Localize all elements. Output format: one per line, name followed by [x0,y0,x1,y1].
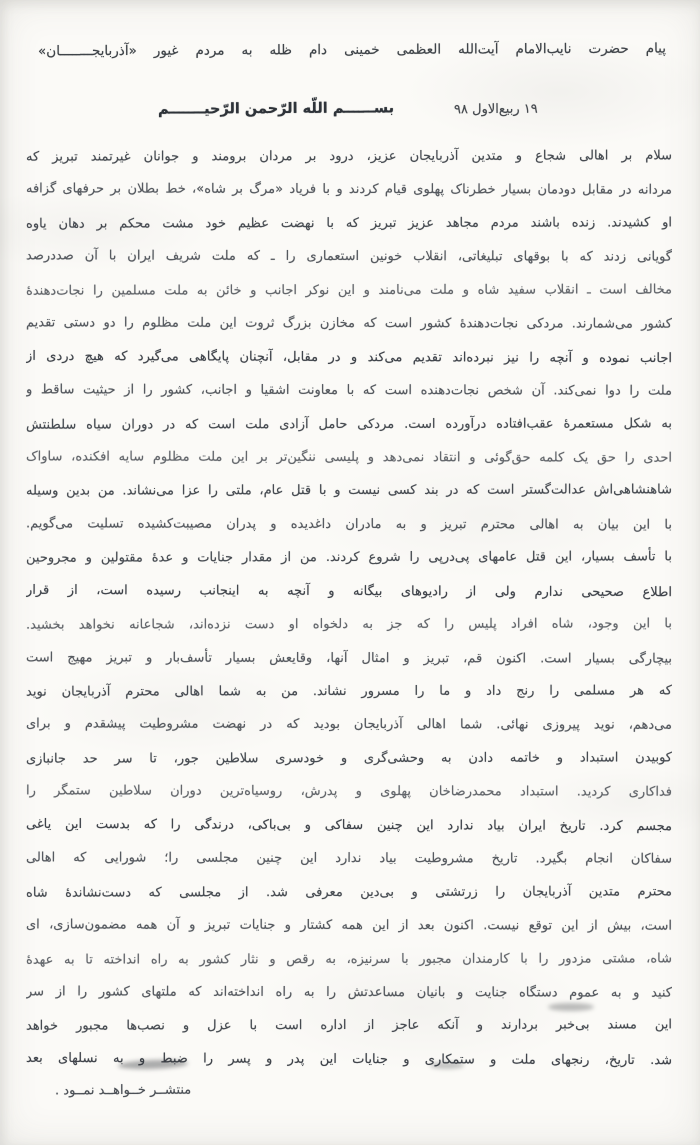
text-line: که هر مسلمی را رنج داد و ما را مسرور نشاند. من به شما اهالی محترم آذربایجان نوید [25,683,673,700]
text-line: شاهنشاهی‌اش عدالت‌گستر است که در بند کسی نیست و با قتل عام، ملتی را عزا می‌نشاند. من بدین وسیله [25,482,673,500]
letter-body [26,140,672,1076]
letter-header: پیام حضرت نایب‌الامام آیت‌الله العظمی خمینی دام ظله به مردم غیور «آذربایجــــــــان» [37,40,667,60]
text-line: با این بیان به اهالی محترم تبریز و به مادران داغدیده و پدران مصیبت‌کشیده تسلیت می‌گویم. [25,516,673,533]
text-line: کوبیدن استبداد و خاتمه دادن به وحشی‌گری و خودسری سلاطین جور، تا سر حد جانبازی [25,750,673,767]
text-line: گویانی زدند که با بوقهای تبلیغاتی، انقلاب خونین استعماری را ـ که ملت شریف ایران با آن صددرصد [25,248,673,265]
text-line: اطلاع صحیحی ندارم ولی از رادیوهای بیگانه و آنچه به اینجانب رسیده است، از قرار [25,582,673,600]
text-line: مردانه در مقابل دودمان بسیار خطرناک پهلوی قیام کردند و با فریاد «مرگ بر شاه»، خط بطلان بر حرفهای گزافه [25,181,673,199]
text-line: اجانب نموده و آنچه را نیز نبرده‌اند تقدیم می‌کند و در مقابل، آنچنان پایگاهی می‌گیرد که هیچ دردی از [25,348,673,366]
text-line: ملت را دوا نمی‌کند. آن شخص نجات‌دهنده است که با معاونت اشقیا و اجانب، کشور را از حیثیت ساقط و [25,382,673,399]
text-line: است، بیش از این توقع نیست. اکنون بعد از این همه کشتار و جنایات تبریز و آن همه مضمون‌سازی، ای [25,917,673,934]
text-line: احدی را حق یک کلمه حق‌گوئی و انتقاد نمی‌دهد و پلیسی ننگین‌تر بر این ملت مظلوم سایه افکنده، ساواک [25,449,673,466]
text-line: سفاکان انجام بگیرد. تاریخ مشروطیت بیاد ندارد این چنین مجلسی را؛ شورایی که اهالی [25,850,673,867]
text-line: شد. تاریخ، رنجهای ملت و ستمکاری و جنایات این پدر و پسر را ضبط و به نسلهای بعد [25,1050,673,1068]
letter-date: ۱۹ ربیع‌الاول ۹۸ [454,101,539,117]
text-line: مجسم کرد. تاریخ ایران بیاد ندارد این چنین سفاکی و بی‌باکی، درندگی را که بدست این یاغی [25,816,673,834]
text-line: او کشیدند. زنده باشند مردم مجاهد عزیز تبریز که با نهضت عظیم خود مشت محکم بر دهان یاوه [25,215,673,232]
text-line: با تأسف بسیار، این قتل عامهای پی‌درپی را شروع کردند. من از مقدار جنایات و عدهٔ مقتولین و مجروحین [25,549,673,566]
text-line: محترم متدین آذربایجان را زرتشتی و بی‌دین معرفی شد. از مجلسی که دست‌نشاندهٔ شاه [25,883,673,901]
closing-line: منتشــر خــواهــد نمــود . [54,1082,192,1099]
text-line: به شکل مستعمرهٔ عقب‌افتاده درآورده است. مردکی حامل آزادی ملت است که در دوران سیاه سلطنتش [25,415,673,433]
text-line: شاه، مشتی مزدور را با کارمندان مجبور با سرنیزه، به رقص و نثار کشور به راه انداخته تا به عهدهٔ [25,950,673,968]
text-line: سلام بر اهالی شجاع و متدین آذربایجان عزیز، درود بر مردان برومند و جوانان غیرتمند تبریز که [25,148,673,165]
text-line: می‌دهم، نوید پیروزی نهائی. شما اهالی آذربایجان بودید که در نهضت مشروطیت پیشقدم و برای [25,716,673,734]
text-line: این مسند بی‌خبر بردارند و آنکه عاجز از اداره است با عزل و نصب‌ها مجبور خواهد [25,1017,673,1035]
text-line: مخالف است ـ انقلاب سفید شاه و ملت می‌نامند و این نوکر اجانب و خائن به ملت مسلمین را نجات‌دهندهٔ [25,282,673,299]
text-line: فداکاری کردید. استبداد محمدرضاخان پهلوی و پدرش، روسیاه‌ترین دوران سلاطین ستمگر را [25,783,673,800]
text-line: بیچارگی بسیار است. اکنون قم، تبریز و امثال آنها، وقایعش بسیار تأسف‌بار و تبریز مهیج است [25,649,673,667]
text-line: کنید و به عموم دستگاه جنایت و بانیان مساعدتش را به راه انداخته‌اند که ملتهای کشور را از سر [25,984,673,1001]
bismillah-row [30,96,670,122]
basmala: بســــــم اللّه الرّحمن الرّحیـــــــم [158,100,395,118]
text-line: کشور می‌شمارند. مردکی نجات‌دهندهٔ کشور است که مخازن بزرگ ثروت این ملت مظلوم را دو دستی تقدیم [25,315,673,332]
text-line: با این وجود، شاه افراد پلیس را که جز به دلخواه او دست نزده‌اند، شجاعانه نخواهد بخشید. [25,616,673,633]
